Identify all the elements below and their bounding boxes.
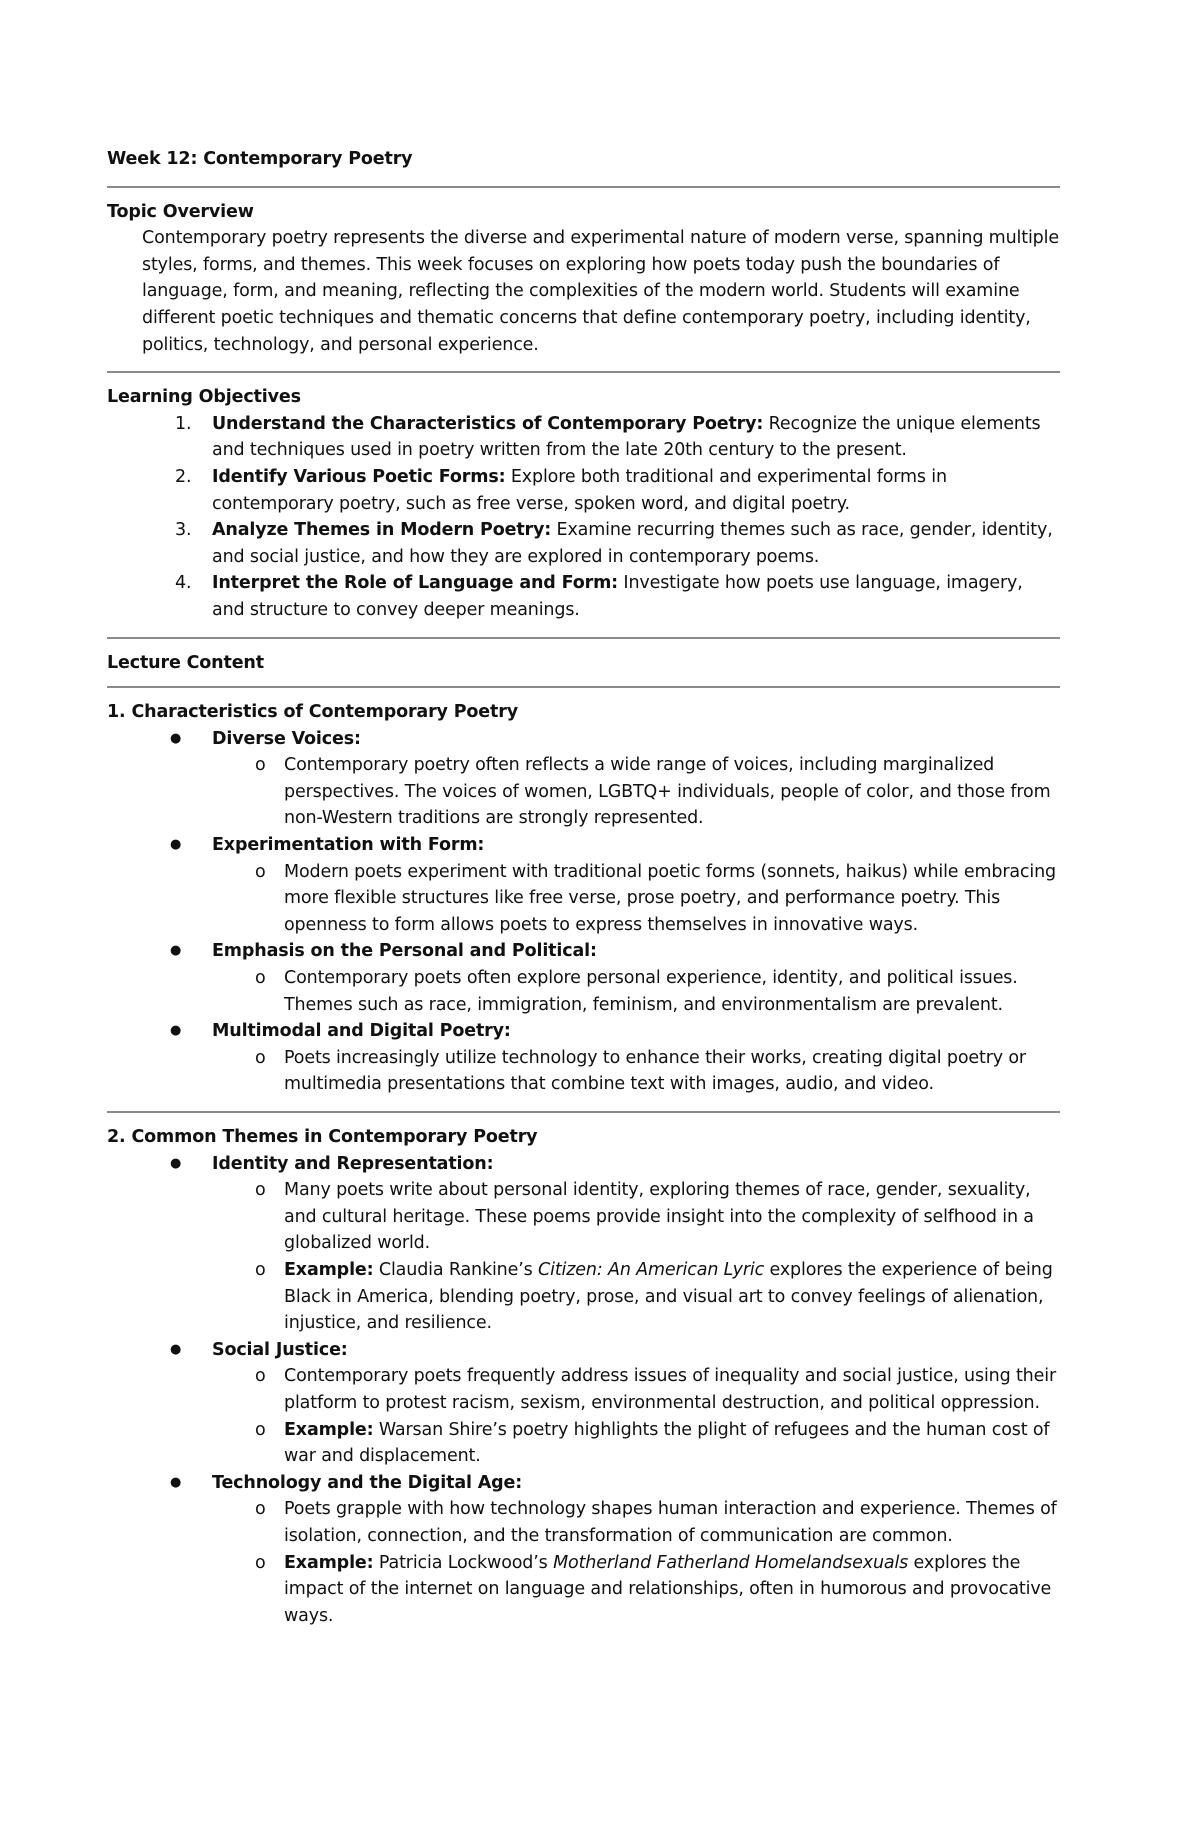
sub-bullet-icon: o [255, 1180, 266, 1201]
bullet-icon: ● [170, 1023, 182, 1039]
sub-bullet-icon: o [255, 1552, 266, 1573]
sub-bullet-icon: o [255, 1419, 266, 1440]
divider [107, 371, 1060, 373]
objective-label: Interpret the Role of Language and Form: [212, 573, 619, 594]
sub-item-text: Contemporary poets often explore personal experience, identity, and political issues. Themes such as race, immigration, feminism, and environmentalism are prevalent. [284, 968, 1018, 1015]
example-text: Claudia Rankine’s [373, 1259, 539, 1280]
sub-list [212, 965, 1060, 1018]
example-label: Example: [284, 1259, 374, 1280]
sub-list [212, 1177, 1060, 1337]
sub-list [212, 752, 1060, 832]
bullet-icon: ● [170, 1474, 182, 1490]
list-item [107, 1337, 1060, 1470]
example-label: Example: [284, 1552, 374, 1573]
sub-bullet-icon: o [255, 755, 266, 776]
sub-item [212, 1496, 1060, 1549]
sub-item [212, 752, 1060, 832]
example-text: explores the impact of the internet on language and relationships, often in humorous and provocative ways. [284, 1552, 1052, 1626]
overview-paragraph: Contemporary poetry represents the diverse and experimental nature of modern verse, spanning multiple styles, forms, and themes. This week focuses on exploring how poets today push the boundaries of language, form, and meaning, reflecting the complexities of the modern world. Students will examine different poetic techniques and thematic concerns that define contemporary poetry, including identity, politics, technology, and personal experience. [142, 228, 1059, 355]
example-text: explores the experience of being Black in America, blending poetry, prose, and visual art to convey feelings of alienation, injustice, and resilience. [284, 1259, 1053, 1334]
list-item [107, 938, 1060, 1018]
sub-item-text: Contemporary poetry often reflects a wide range of voices, including marginalized perspectives. The voices of women, LGBTQ+ individuals, people of color, and those from non-Western traditions are strongly represented. [284, 755, 1051, 829]
objective-text: Investigate how poets use language, imagery, and structure to convey deeper meanings. [212, 573, 1023, 620]
section1-heading: 1. Characteristics of Contemporary Poetry [107, 702, 518, 723]
sub-bullet-icon: o [255, 1366, 266, 1387]
divider [107, 1111, 1060, 1113]
sub-item-text: Poets grapple with how technology shapes human interaction and experience. Themes of isolation, connection, and the transformation of communication are common. [284, 1499, 1057, 1546]
objective-text: Explore both traditional and experimental forms in contemporary poetry, such as free verse, spoken word, and digital poetry. [212, 466, 947, 514]
objective-number: 4. [175, 573, 192, 594]
objectives-list [107, 411, 1060, 624]
list-item [107, 1470, 1060, 1630]
sub-item [212, 1177, 1060, 1257]
item-label: Emphasis on the Personal and Political: [212, 941, 597, 962]
sub-list [212, 859, 1060, 939]
sub-bullet-icon: o [255, 1047, 266, 1068]
objective-text: Examine recurring themes such as race, gender, identity, and social justice, and how they are explored in contemporary poems. [212, 520, 1053, 567]
section2-list [107, 1151, 1060, 1630]
objective-label: Analyze Themes in Modern Poetry: [212, 520, 552, 541]
bullet-icon: ● [170, 730, 182, 746]
item-label: Diverse Voices: [212, 728, 361, 749]
objective-item [107, 464, 1060, 517]
lecture-heading: Lecture Content [107, 652, 264, 673]
sub-item-text: Many poets write about personal identity, exploring themes of race, gender, sexuality, and cultural heritage. These poems provide insight into the complexity of selfhood in a globalized world. [284, 1180, 1034, 1254]
objectives-heading: Learning Objectives [107, 387, 301, 408]
list-item [107, 1018, 1060, 1098]
sub-item [212, 1045, 1060, 1098]
list-item [107, 832, 1060, 938]
objective-number: 1. [175, 413, 192, 434]
bullet-icon: ● [170, 1155, 182, 1171]
objective-item [107, 411, 1060, 464]
sub-list [212, 1045, 1060, 1098]
sub-bullet-icon: o [255, 1259, 266, 1280]
divider [107, 637, 1060, 639]
document-page [107, 146, 1060, 1629]
item-label: Multimodal and Digital Poetry: [212, 1021, 511, 1042]
sub-list [212, 1496, 1060, 1629]
divider [107, 186, 1060, 188]
sub-bullet-icon: o [255, 968, 266, 989]
bullet-icon: ● [170, 837, 182, 853]
section2-heading: 2. Common Themes in Contemporary Poetry [107, 1127, 538, 1147]
sub-bullet-icon: o [255, 861, 266, 882]
sub-list [212, 1363, 1060, 1469]
example-title: Citizen: An American Lyric [538, 1259, 765, 1280]
page-title: Week 12: Contemporary Poetry [107, 149, 413, 169]
objective-label: Understand the Characteristics of Contemporary Poetry: [212, 413, 764, 434]
example-text: Patricia Lockwood’s [373, 1552, 554, 1573]
objective-item [107, 570, 1060, 623]
sub-item [212, 1550, 1060, 1630]
divider [107, 686, 1060, 688]
objective-number: 3. [175, 520, 192, 541]
list-item [107, 1151, 1060, 1337]
example-text: Warsan Shire’s poetry highlights the plight of refugees and the human cost of war and displacement. [284, 1419, 1050, 1467]
objective-label: Identify Various Poetic Forms: [212, 466, 506, 487]
objective-text: Recognize the unique elements and techniques used in poetry written from the late 20th century to the present. [212, 413, 1041, 461]
item-label: Identity and Representation: [212, 1153, 494, 1174]
bullet-icon: ● [170, 943, 182, 959]
overview-heading: Topic Overview [107, 201, 254, 222]
example-label: Example: [284, 1419, 374, 1440]
sub-item [212, 965, 1060, 1018]
objective-item [107, 517, 1060, 570]
item-label: Experimentation with Form: [212, 835, 485, 856]
item-label: Social Justice: [212, 1339, 348, 1360]
section1-list [107, 726, 1060, 1098]
sub-item [212, 1363, 1060, 1416]
bullet-icon: ● [170, 1341, 182, 1357]
sub-item [212, 859, 1060, 939]
sub-item [212, 1417, 1060, 1470]
item-label: Technology and the Digital Age: [212, 1472, 523, 1493]
sub-item-text: Contemporary poets frequently address issues of inequality and social justice, using their platform to protest racism, sexism, environmental destruction, and political oppression. [284, 1366, 1056, 1413]
list-item [107, 726, 1060, 832]
objective-number: 2. [175, 466, 192, 487]
sub-item-text: Poets increasingly utilize technology to enhance their works, creating digital poetry or multimedia presentations that combine text with images, audio, and video. [284, 1047, 1026, 1095]
sub-bullet-icon: o [255, 1499, 266, 1520]
sub-item-text: Modern poets experiment with traditional poetic forms (sonnets, haikus) while embracing more flexible structures like free verse, prose poetry, and performance poetry. This openness to form allows poets to express themselves in innovative ways. [284, 861, 1057, 935]
example-title: Motherland Fatherland Homelandsexuals [553, 1552, 909, 1573]
sub-item [212, 1257, 1060, 1337]
